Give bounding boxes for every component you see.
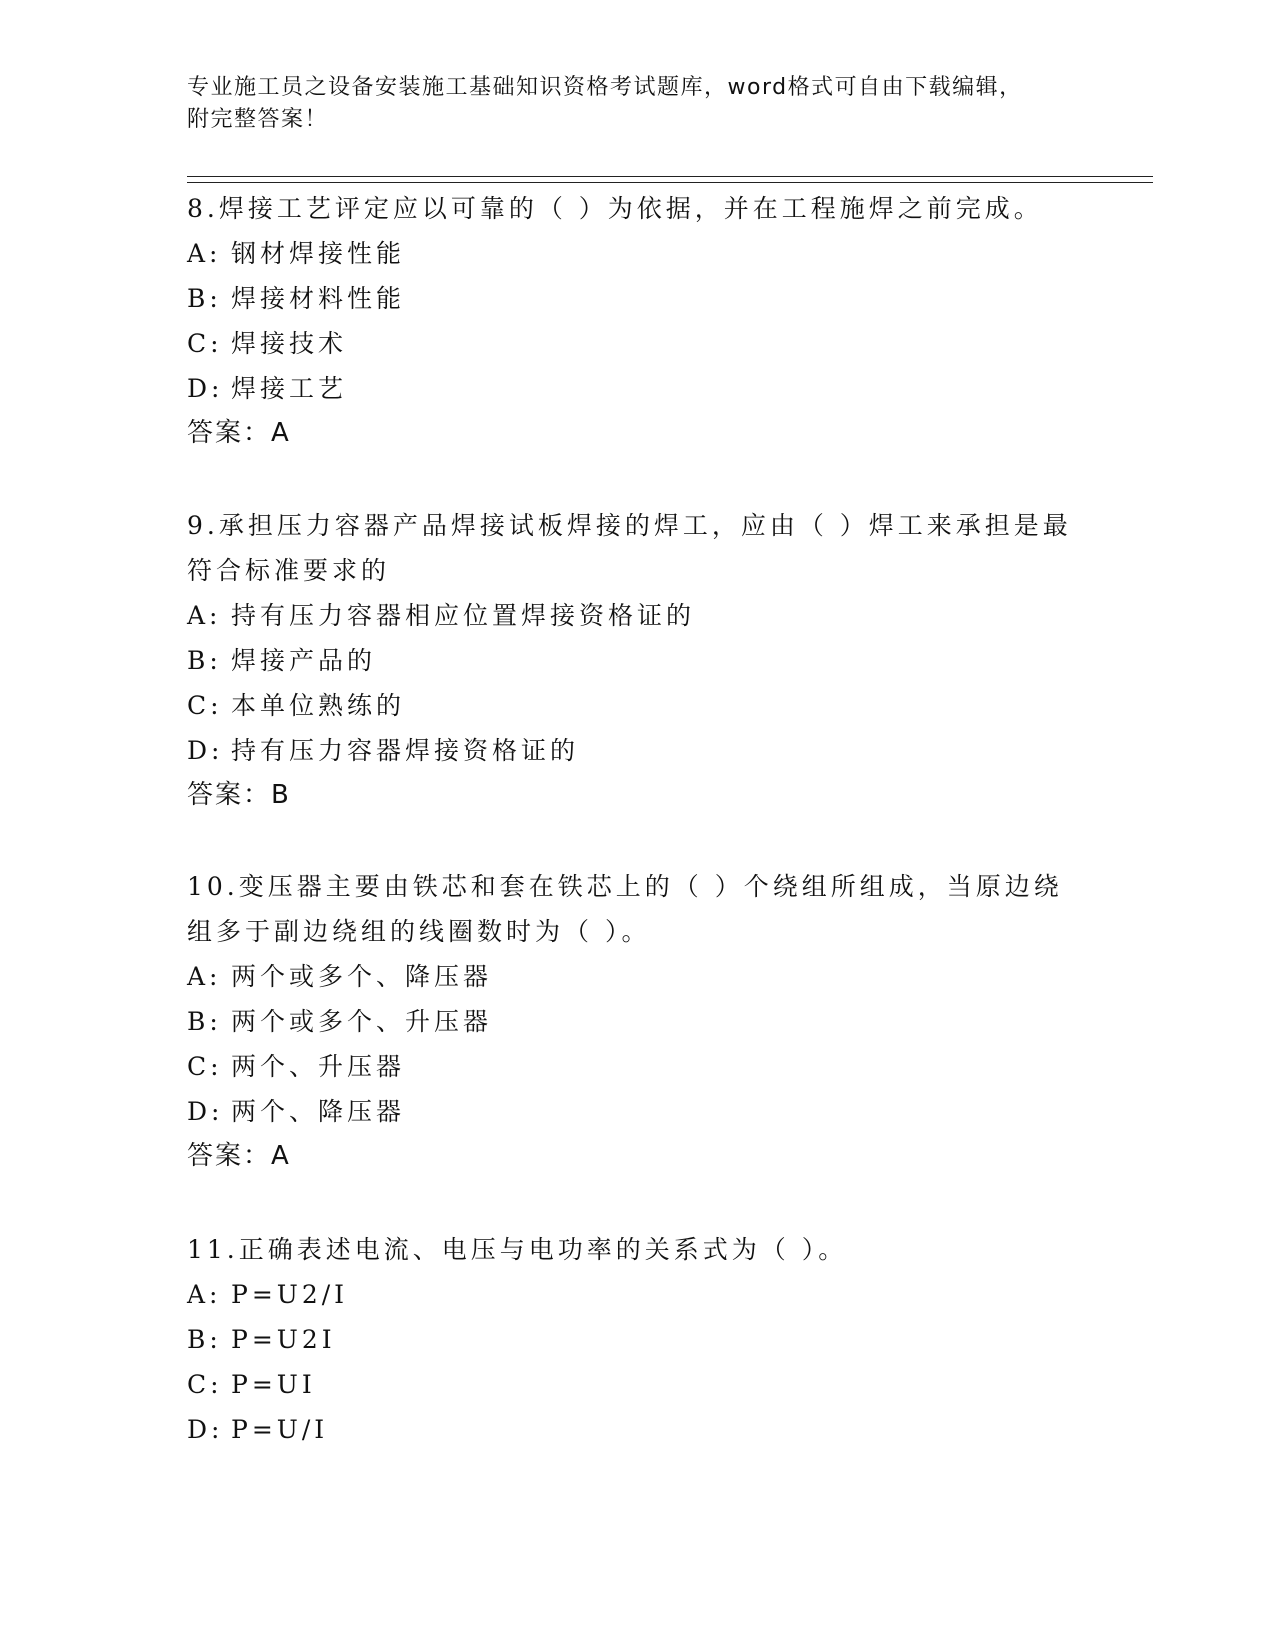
question-stem: 8.焊接工艺评定应以可靠的（ ）为依据，并在工程施焊之前完成。 [187,194,1043,223]
header-line-2: 附完整答案！ [187,107,329,132]
option-text: 焊接工艺 [231,374,348,403]
question-stem-line-1: 10.变压器主要由铁芯和套在铁芯上的（ ）个绕组所组成，当原边绕 [187,872,1063,901]
option-letter: B: [187,646,222,675]
option-letter: B: [187,1325,222,1354]
option-letter: B: [187,284,222,313]
option-a [187,1272,1087,1317]
question-stem: 11.正确表述电流、电压与电功率的关系式为（ ）。 [187,1235,848,1264]
option-letter: D: [187,1415,224,1444]
option-text: 持有压力容器焊接资格证的 [231,736,580,765]
option-letter: C: [187,691,223,720]
option-text: 两个或多个、降压器 [231,962,493,991]
option-b [187,638,1087,683]
document-header [187,72,1077,136]
header-divider-bottom [187,182,1153,183]
option-letter: D: [187,736,224,765]
option-text: 两个或多个、升压器 [231,1007,493,1036]
answer: 答案：A [187,1141,291,1171]
option-letter: A: [187,601,222,630]
option-text: 钢材焊接性能 [231,239,406,268]
option-text: 两个、升压器 [231,1052,406,1081]
option-text: 两个、降压器 [231,1097,406,1126]
question-8 [187,186,1087,456]
option-b [187,1317,1087,1362]
option-text: 持有压力容器相应位置焊接资格证的 [231,601,696,630]
option-letter: C: [187,1370,223,1399]
option-b [187,999,1087,1044]
option-c [187,321,1087,366]
option-letter: A: [187,239,222,268]
option-text: P=U2I [231,1325,336,1354]
answer: 答案：A [187,418,291,448]
option-d [187,366,1087,411]
option-a [187,231,1087,276]
option-a [187,593,1087,638]
answer: 答案：B [187,780,291,810]
header-line-1: 专业施工员之设备安装施工基础知识资格考试题库，word格式可自由下载编辑， [187,75,1023,100]
option-text: 焊接材料性能 [231,284,406,313]
option-d [187,1089,1087,1134]
option-d [187,728,1087,773]
question-stem-line-2: 符合标准要求的 [187,556,391,585]
option-text: 焊接产品的 [231,646,377,675]
option-d [187,1407,1087,1452]
option-a [187,954,1087,999]
option-letter: B: [187,1007,222,1036]
option-letter: A: [187,1280,222,1309]
option-text: P=U2/I [231,1280,349,1309]
question-11 [187,1227,1087,1452]
option-text: P=UI [231,1370,316,1399]
option-letter: D: [187,1097,224,1126]
option-text: 本单位熟练的 [231,691,406,720]
option-b [187,276,1087,321]
question-stem-line-1: 9.承担压力容器产品焊接试板焊接的焊工，应由（ ）焊工来承担是最 [187,511,1072,540]
option-c [187,1044,1087,1089]
option-text: 焊接技术 [231,329,348,358]
option-letter: C: [187,1052,223,1081]
option-letter: A: [187,962,222,991]
option-c [187,1362,1087,1407]
header-divider-top [187,176,1153,177]
option-letter: C: [187,329,223,358]
option-letter: D: [187,374,224,403]
question-10 [187,864,1087,1179]
option-text: P=U/I [231,1415,329,1444]
question-stem-line-2: 组多于副边绕组的线圈数时为（ ）。 [187,917,651,946]
question-9 [187,503,1087,818]
option-c [187,683,1087,728]
